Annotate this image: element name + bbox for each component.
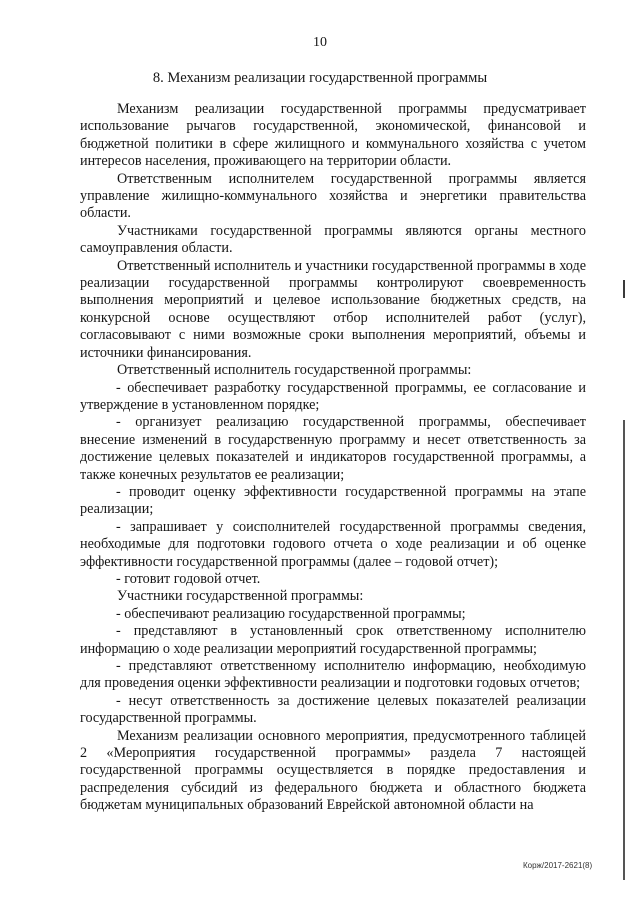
list-item: - обеспечивает разработку государственной программы, ее согласование и утверждение в установленном порядке; [80,379,586,413]
paragraph: Участниками государственной программы являются органы местного самоуправления области. [80,222,586,257]
document-body [80,101,586,815]
page-number: 10 [313,35,327,50]
list-item: - проводит оценку эффективности государственной программы на этапе реализации; [80,483,586,518]
list-item: - готовит годовой отчет. [116,570,261,587]
list-item: - несут ответственность за достижение целевых показателей реализации государственной программы. [80,692,586,727]
paragraph: Ответственный исполнитель государственной программы: [117,362,472,379]
paragraph: Механизм реализации государственной программы предусматривает использование рычагов государственной, экономической, финансовой и бюджетной политики в сфере жилищного и коммунального хозяйства с учетом интересов населения, проживающего на территории области. [80,101,586,170]
list-item: - представляют ответственному исполнителю информацию, необходимую для проведения оценки эффективности реализации и подготовки годовых отчетов; [80,658,586,692]
scan-edge-mark [622,280,626,900]
paragraph: Ответственным исполнителем государственной программы является управление жилищно-коммунального хозяйства и энергетики правительства области. [80,170,586,222]
list-item: - обеспечивают реализацию государственной программы; [116,605,466,622]
section-heading: 8. Механизм реализации государственной программы [152,70,488,86]
footer-code: Корж/2017-2621(8) [523,861,593,870]
paragraph: Ответственный исполнитель и участники государственной программы в ходе реализации государственной программы контролируют своевременность выполнения мероприятий и целевое использование бюджетных средств, на конкурсной основе осуществляют отбор исполнителей работ (услуг), согласовывают с ними возможные сроки выполнения мероприятий, объемы и источники финансирования. [80,257,586,361]
list-item: - организует реализацию государственной программы, обеспечивает внесение изменений в государственную программу и несет ответственность за достижение целевых показателей и индикаторов государственной программы, а также конечных результатов ее реализации; [80,414,586,483]
list-item: - представляют в установленный срок ответственному исполнителю информацию о ходе реализации мероприятий государственной программы; [80,623,586,657]
paragraph: Механизм реализации основного мероприятия, предусмотренного таблицей 2 «Мероприятия государственной программы» раздела 7 настоящей государственной программы осуществляется в порядке предоставления и распределения субсидий из федерального бюджета и областного бюджета бюджетам муниципальных образований Еврейской автономной области на [80,727,586,814]
list-item: - запрашивает у соисполнителей государственной программы сведения, необходимые для подготовки годового отчета о ходе реализации и об оценке эффективности государственной программы (далее – годовой отчет); [80,518,586,570]
paragraph: Участники государственной программы: [117,588,364,605]
